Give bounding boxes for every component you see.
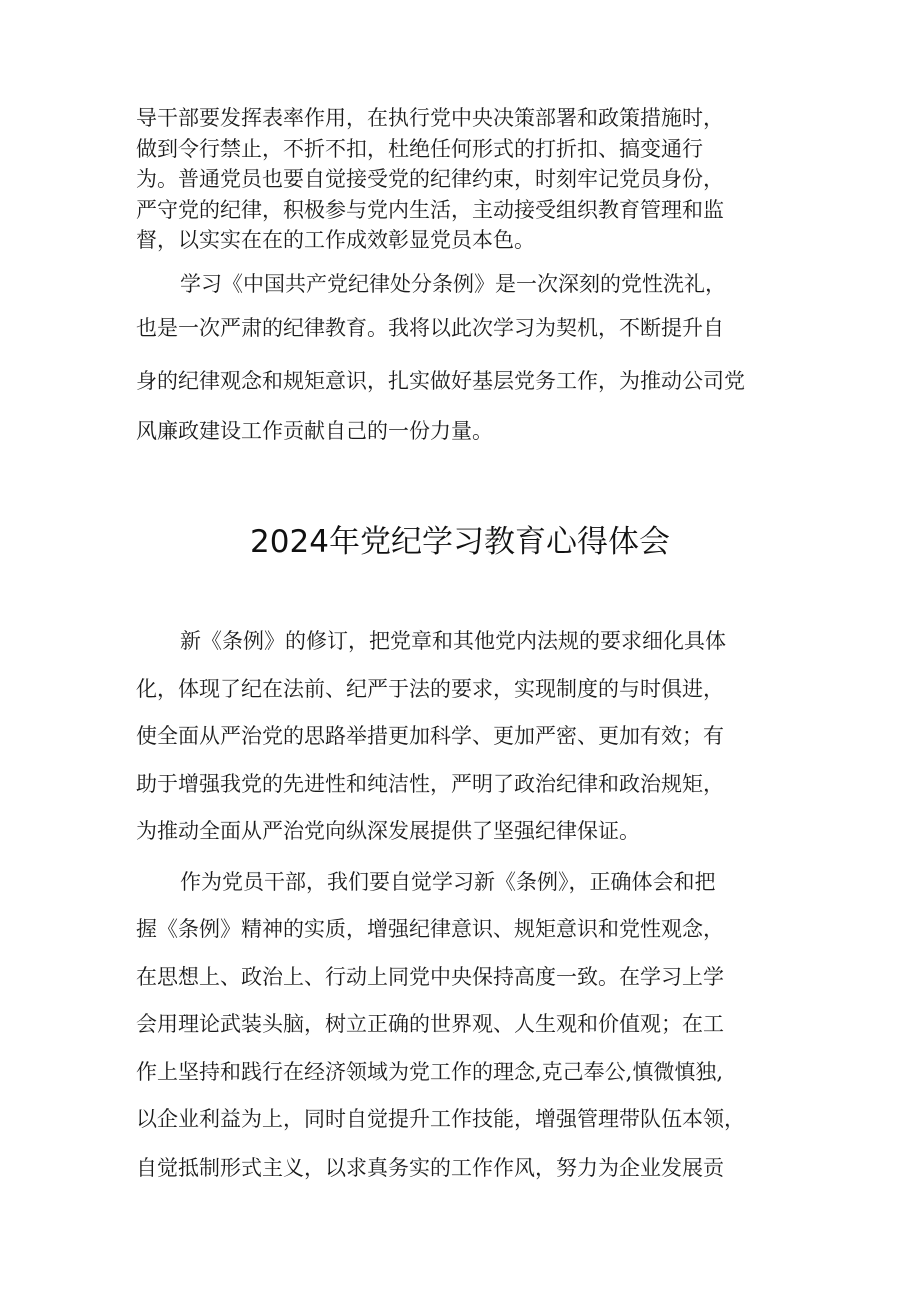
text-line: 会用理论武装头脑，树立正确的世界观、人生观和价值观；在工 xyxy=(136,1012,724,1036)
text-line: 新《条例》的修订，把党章和其他党内法规的要求细化具体 xyxy=(180,629,726,653)
text-line: 化，体现了纪在法前、纪严于法的要求，实现制度的与时俱进， xyxy=(136,677,724,701)
text-line: 作上坚持和践行在经济领域为党工作的理念,克己奉公,慎微慎独, xyxy=(136,1060,724,1084)
text-line: 在思想上、政治上、行动上同党中央保持高度一致。在学习上学 xyxy=(136,965,724,989)
article-title: 2024年党纪学习教育心得体会 xyxy=(250,524,670,560)
text-line: 为推动全面从严治党向纵深发展提供了坚强纪律保证。 xyxy=(136,819,640,843)
text-line: 风廉政建设工作贡献自己的一份力量。 xyxy=(136,419,493,443)
text-line: 身的纪律观念和规矩意识，扎实做好基层党务工作，为推动公司党 xyxy=(136,369,745,393)
text-line: 握《条例》精神的实质，增强纪律意识、规矩意识和党性观念， xyxy=(136,917,724,941)
text-line: 自觉抵制形式主义，以求真务实的工作作风，努力为企业发展贡 xyxy=(136,1156,724,1180)
text-line: 使全面从严治党的思路举措更加科学、更加严密、更加有效；有 xyxy=(136,724,724,748)
text-line: 严守党的纪律，积极参与党内生活，主动接受组织教育管理和监 xyxy=(136,198,724,222)
text-line: 导干部要发挥表率作用，在执行党中央决策部署和政策措施时， xyxy=(136,106,724,130)
text-line: 助于增强我党的先进性和纯洁性，严明了政治纪律和政治规矩， xyxy=(136,772,724,796)
text-line: 作为党员干部，我们要自觉学习新《条例》，正确体会和把 xyxy=(180,870,716,894)
text-line: 为。普通党员也要自觉接受党的纪律约束，时刻牢记党员身份， xyxy=(136,167,724,191)
text-line: 学习《中国共产党纪律处分条例》是一次深刻的党性洗礼， xyxy=(180,272,726,296)
text-line: 督，以实实在在的工作成效彰显党员本色。 xyxy=(136,228,535,252)
text-line: 以企业利益为上，同时自觉提升工作技能，增强管理带队伍本领， xyxy=(136,1107,745,1131)
text-line: 做到令行禁止，不折不扣，杜绝任何形式的打折扣、搞变通行 xyxy=(136,137,703,161)
text-line: 也是一次严肃的纪律教育。我将以此次学习为契机，不断提升自 xyxy=(136,316,724,340)
